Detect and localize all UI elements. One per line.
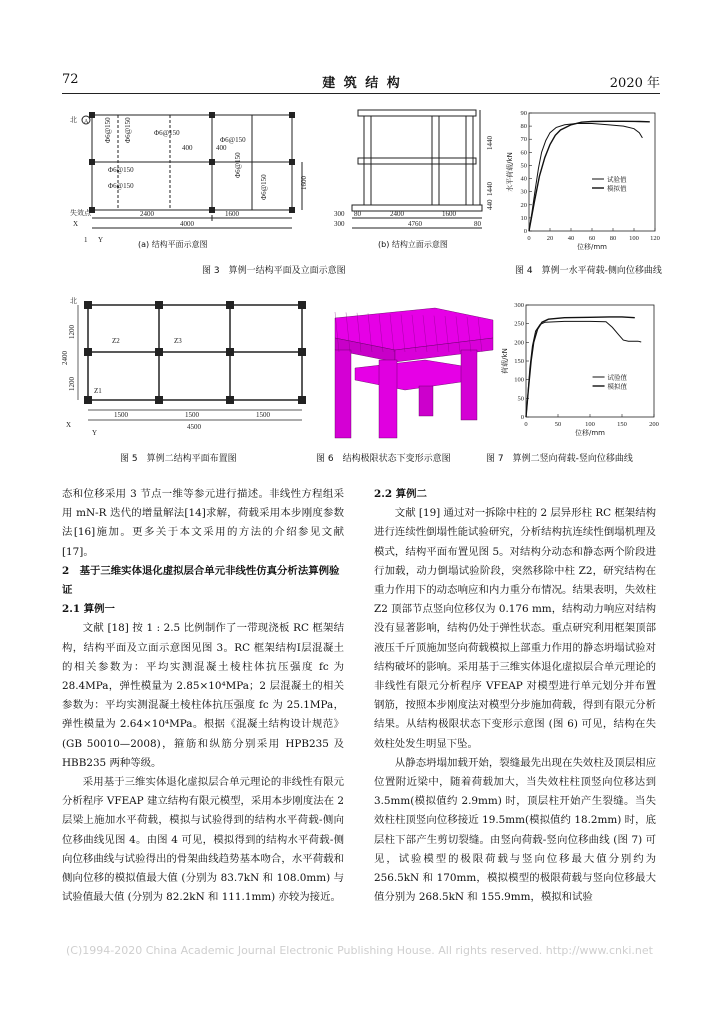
section-heading: 2 基于三维实体退化虚拟层合单元非线性仿真分析法算例验证 xyxy=(62,564,340,597)
fig6-deformed-model xyxy=(315,298,493,440)
rebar-7: Φ6@150 xyxy=(260,174,268,200)
y-tick-label: 40 xyxy=(520,175,527,183)
rebar-2: Φ6@150 xyxy=(124,117,132,143)
fig3a-subcaption: (a) 结构平面示意图 xyxy=(138,240,208,249)
fig5-dim-l2: 2400 xyxy=(61,351,69,365)
fig5-dim-total: 4500 xyxy=(187,423,201,431)
elev-dim-300b: 300 xyxy=(334,220,345,228)
year: 2020 年 xyxy=(609,76,660,91)
legend-label-1: 试验值 xyxy=(607,373,628,382)
fig3-caption: 图 3 算例一结构平面及立面示意图 xyxy=(202,266,346,276)
elev-dim-2400: 2400 xyxy=(390,210,404,218)
rebar-3: Φ6@150 xyxy=(154,129,180,137)
x-tick-label: 0 xyxy=(527,235,531,242)
x-tick-label: 80 xyxy=(609,235,617,242)
fig5-x-label: X xyxy=(66,421,72,429)
fig3-plan xyxy=(70,100,320,250)
elev-dim-4760: 4760 xyxy=(408,220,422,228)
rebar-5: Φ6@150 xyxy=(108,182,134,190)
legend-label-2: 模拟值 xyxy=(607,184,627,193)
axis-1-label: 1 xyxy=(84,236,88,244)
elev-dim-1600: 1600 xyxy=(442,210,456,218)
fig3b-subcaption: (b) 结构立面示意图 xyxy=(378,240,448,249)
header-rule xyxy=(62,93,660,94)
x-tick-label: 100 xyxy=(629,235,639,242)
fig5-y-label: Y xyxy=(92,429,98,437)
column-z1: Z1 xyxy=(94,387,102,395)
legend-label-2: 模拟值 xyxy=(607,382,628,391)
y-tick-label: 10 xyxy=(520,214,527,222)
paragraph: 文献 [19] 通过对一拆除中柱的 2 层异形柱 RC 框架结构进行连续性倒塌性能试验研究，分析结构抗连续性倒塌机理及模式，结构平面布置见图 5。对结构分动态和静态两个阶段进行加载，动力倒塌试验阶段，突然移除中柱 Z2，研究结构在重力作用下的动态响应和内力重分布情况。结果表明，失效柱 Z2 顶部节点竖向位移仅为 0.176 mm，结构动力响应对结构没有显著影响，结构仍处于弹性状态。重点研究利用框架顶部液压千斤顶施加竖向荷载模拟上部重力作用的静态坍塌试验对结构破坏的影响。采用基于三维实体退化虚拟层合单元理论的非线性有限元分析程序 VFEAP 对模型进行单元划分并布置钢筋，按照本步刚度法对模型分步施加荷载，得到有限元分析结果。从结构极限状态下变形示意图 (图 6) 可见，结构在失效柱处发生明显下坠。 xyxy=(374,507,656,750)
y-tick-label: 0 xyxy=(523,228,527,235)
page-number: 72 xyxy=(62,72,79,87)
elev-dim-80b: 80 xyxy=(474,220,481,228)
x-tick-label: 50 xyxy=(554,421,562,428)
column-z3: Z3 xyxy=(174,337,182,345)
x-tick-label: 100 xyxy=(585,421,595,428)
paragraph: 采用基于三维实体退化虚拟层合单元理论的非线性有限元分析程序 VFEAP 建立结构有限元模型，采用本步刚度法在 2 层梁上施加水平荷载，模拟与试验得到的结构水平荷载-侧向位移曲线见图 4。由图 4 可见，模拟得到的结构水平荷载-侧向位移曲线与试验得出的骨架曲线趋势基本吻合，水平荷载和侧向位移的模拟值最大值 (分别为 83.7kN 和 108.0mm) 与试验值最大值 (分别为 82.2kN 和 111.1mm) 亦较为接近。 xyxy=(62,776,344,904)
paragraph: 从静态坍塌加载开始，裂缝最先出现在失效柱及顶层相应位置附近梁中，随着荷载加大，当失效柱柱顶竖向位移达到 3.5mm(模拟值约 2.9mm) 时，顶层柱开始产生裂缝。当失效柱柱顶竖向位移接近 19.5mm(模拟值约 18.2mm) 时，底层柱下部产生剪切裂缝。由竖向荷载-竖向位移曲线 (图 7) 可见，试验模型的极限荷载与竖向位移最大值分别约为 256.5kN 和 170mm，模拟模型的极限荷载与竖向位移最大值分别为 268.5kN 和 155.9mm，模拟和试验 xyxy=(374,756,656,904)
rebar-6: Φ6@150 xyxy=(234,152,242,178)
x-tick-label: 40 xyxy=(567,235,575,242)
elev-dim-r1: 1440 xyxy=(486,136,494,150)
dim-1600: 1600 xyxy=(225,210,239,218)
dim-right: 1600 xyxy=(300,176,308,190)
fig5-dim-l1: 1200 xyxy=(68,325,76,339)
fig7-chart xyxy=(498,295,663,445)
fig5-dim-2: 1500 xyxy=(185,411,199,419)
x-tick-label: 150 xyxy=(617,421,627,428)
y-tick-label: 300 xyxy=(514,302,524,309)
paragraph: 文献 [18] 按 1 : 2.5 比例制作了一带现浇板 RC 框架结构，结构平面及立面示意图见图 3。RC 框架结构Ⅰ层混凝土的相关参数为：平均实测混凝土棱柱体抗压强度 fc 为 28.4MPa，弹性模量为 2.85×10⁴MPa；2 层混凝土的相关参数为：平均实测混凝土棱柱体抗压强度 fc 为 25.1MPa，弹性模量为 2.64×10⁴MPa。根据《混凝土结构设计规范》(GB 50010—2008)，箍筋和纵筋分别采用 HPB235 及 HBB235 两种等级。 xyxy=(62,622,344,769)
right-column xyxy=(374,485,656,907)
y-tick-label: 70 xyxy=(520,136,527,144)
elev-dim-r2: 1440 xyxy=(486,182,494,196)
dim-4000: 4000 xyxy=(180,220,194,228)
elev-dim-80a: 80 xyxy=(354,210,361,218)
x-tick-label: 120 xyxy=(650,235,660,242)
series-line-1 xyxy=(526,321,641,417)
left-column xyxy=(62,485,344,907)
y-tick-label: 150 xyxy=(514,358,524,365)
y-tick-label: 250 xyxy=(514,320,524,328)
legend-label-1: 试验值 xyxy=(607,175,627,184)
x-tick-label: 200 xyxy=(649,421,659,428)
paragraph: 态和位移采用 3 节点一维等参元进行描述。非线性方程组采用 mN-R 迭代的增量解法[14]求解，荷载采用本步刚度参数法[16]施加。更多关于本文采用的方法的介绍参见文献 [17]。 xyxy=(62,488,344,558)
x-axis-label: X xyxy=(73,220,79,228)
fig3-elevation xyxy=(330,100,500,250)
dim-400-b: 400 xyxy=(216,144,227,152)
fig5-caption: 图 5 算例二结构平面布置图 xyxy=(120,454,237,464)
dim-400-a: 400 xyxy=(182,144,193,152)
fig5-plan xyxy=(62,295,312,440)
y-axis-title: 荷载/kN xyxy=(501,348,509,374)
section-heading: 2.1 算例一 xyxy=(62,603,115,616)
elev-dim-r3: 440 xyxy=(486,199,494,210)
series-line-2 xyxy=(526,317,635,417)
rebar-1: Φ6@150 xyxy=(104,117,112,143)
dim-2400: 2400 xyxy=(140,210,154,218)
fig4-caption: 图 4 算例一水平荷载-侧向位移曲线 xyxy=(515,266,662,276)
y-tick-label: 20 xyxy=(520,201,527,209)
journal-title: 建 筑 结 构 xyxy=(322,76,402,91)
elev-dim-300a: 300 xyxy=(334,210,345,218)
y-axis-label: Y xyxy=(98,236,104,244)
column-z2: Z2 xyxy=(112,337,120,345)
plan-axis-a: A xyxy=(84,119,89,125)
y-axis-title: 水平荷载/kN xyxy=(506,152,514,192)
plan-north: 北 xyxy=(70,116,77,124)
rebar-4: Φ6@150 xyxy=(108,166,134,174)
rebar-8: Φ6@150 xyxy=(220,136,246,144)
x-tick-label: 60 xyxy=(588,235,596,242)
fig5-dim-l3: 1200 xyxy=(68,377,76,391)
fig5-dim-1: 1500 xyxy=(114,411,128,419)
y-tick-label: 200 xyxy=(514,339,524,347)
y-tick-label: 50 xyxy=(517,395,524,403)
y-tick-label: 0 xyxy=(520,414,524,421)
fig4-chart xyxy=(505,105,665,255)
y-tick-label: 30 xyxy=(520,188,527,196)
x-tick-label: 0 xyxy=(524,421,528,428)
x-tick-label: 20 xyxy=(546,235,554,242)
y-tick-label: 50 xyxy=(520,162,527,170)
x-axis-title: 位移/mm xyxy=(577,243,607,251)
fig5-dim-3: 1500 xyxy=(256,411,270,419)
fig6-caption: 图 6 结构极限状态下变形示意图 xyxy=(316,454,451,464)
section-heading: 2.2 算例二 xyxy=(374,488,427,500)
x-axis-title: 位移/mm xyxy=(575,429,605,437)
y-tick-label: 80 xyxy=(520,123,527,131)
fig7-caption: 图 7 算例二竖向荷载-竖向位移曲线 xyxy=(486,454,633,464)
y-tick-label: 100 xyxy=(514,376,524,384)
y-tick-label: 90 xyxy=(520,110,527,117)
fig5-north: 北 xyxy=(70,297,77,305)
watermark: (C)1994-2020 China Academic Journal Electronic Publishing House. All rights reserved. http://www.cnki.net xyxy=(66,944,653,957)
y-tick-label: 60 xyxy=(520,149,527,157)
failure-point-label: 失效点 xyxy=(70,209,91,217)
